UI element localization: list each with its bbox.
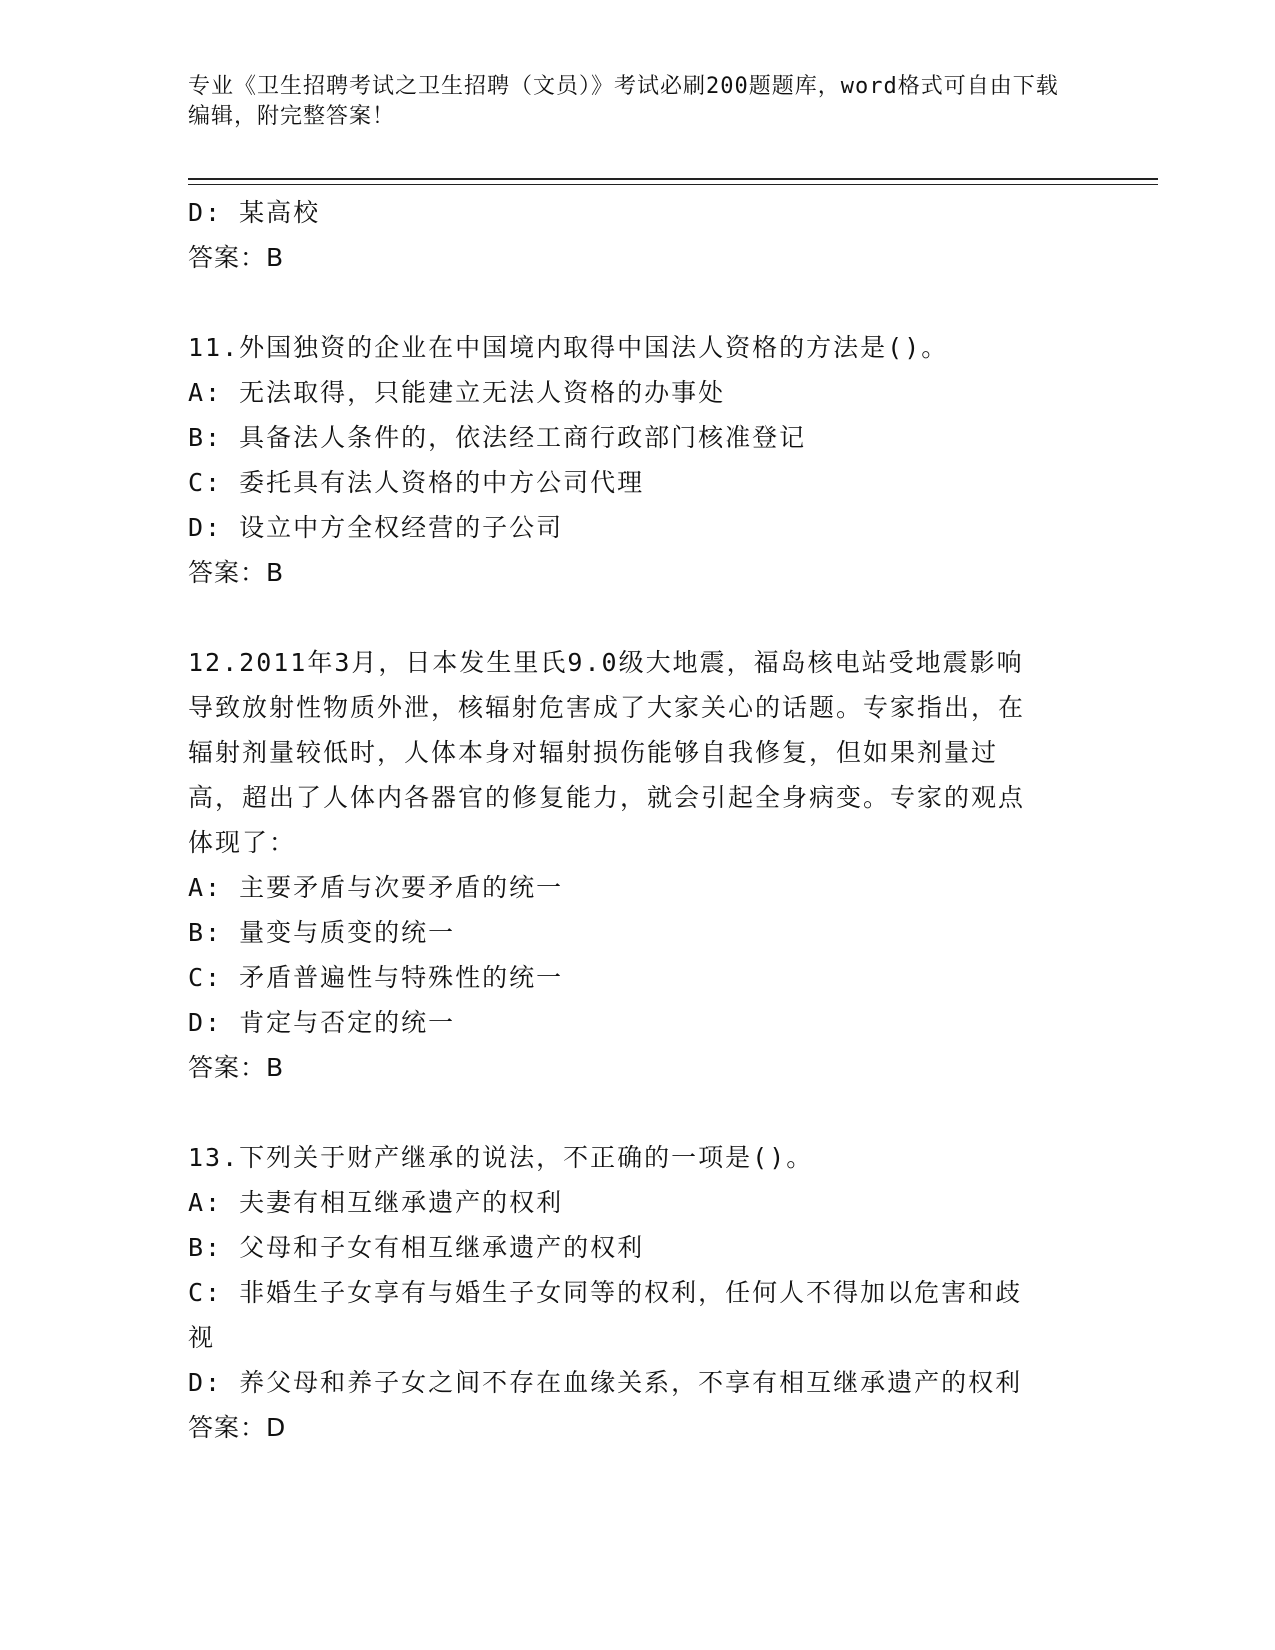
answer-line: 答案：B	[188, 558, 285, 587]
answer-line: 答案：B	[188, 243, 285, 272]
option-b: B: 父母和子女有相互继承遗产的权利	[188, 1233, 645, 1262]
option-d: D: 设立中方全权经营的子公司	[188, 513, 564, 542]
question-stem: 12.2011年3月，日本发生里氏9.0级大地震，福岛核电站受地震影响导致放射性物质外泄，核辐射危害成了大家关心的话题。专家指出，在辐射剂量较低时，人体本身对辐射损伤能够自我修复，但如果剂量过高，超出了人体内各器官的修复能力，就会引起全身病变。专家的观点体现了：	[188, 648, 1026, 857]
answer-line: 答案：B	[188, 1053, 285, 1082]
option-d: D: 养父母和养子女之间不存在血缘关系，不享有相互继承遗产的权利	[188, 1368, 1023, 1397]
option-c: C: 委托具有法人资格的中方公司代理	[188, 468, 645, 497]
question-content	[188, 190, 1088, 1450]
option-d: D: 某高校	[188, 198, 321, 227]
option-c: C: 非婚生子女享有与婚生子女同等的权利，任何人不得加以危害和歧视	[188, 1278, 1023, 1352]
document-header: 专业《卫生招聘考试之卫生招聘（文员）》考试必刷200题题库，word格式可自由下载编辑，附完整答案！	[188, 74, 1059, 129]
header-divider-thick	[188, 178, 1158, 180]
header-divider-thin	[188, 184, 1158, 185]
answer-line: 答案：D	[188, 1413, 287, 1442]
question-11	[188, 325, 1088, 595]
question-12	[188, 640, 1088, 1090]
question-stem: 13.下列关于财产继承的说法，不正确的一项是()。	[188, 1143, 814, 1172]
option-a: A: 主要矛盾与次要矛盾的统一	[188, 873, 564, 902]
option-c: C: 矛盾普遍性与特殊性的统一	[188, 963, 564, 992]
option-a: A: 无法取得，只能建立无法人资格的办事处	[188, 378, 726, 407]
option-b: B: 具备法人条件的，依法经工商行政部门核准登记	[188, 423, 807, 452]
question-stem: 11.外国独资的企业在中国境内取得中国法人资格的方法是()。	[188, 333, 949, 362]
option-a: A: 夫妻有相互继承遗产的权利	[188, 1188, 564, 1217]
option-b: B: 量变与质变的统一	[188, 918, 456, 947]
option-d: D: 肯定与否定的统一	[188, 1008, 456, 1037]
previous-question-tail	[188, 190, 1088, 280]
question-13	[188, 1135, 1088, 1450]
